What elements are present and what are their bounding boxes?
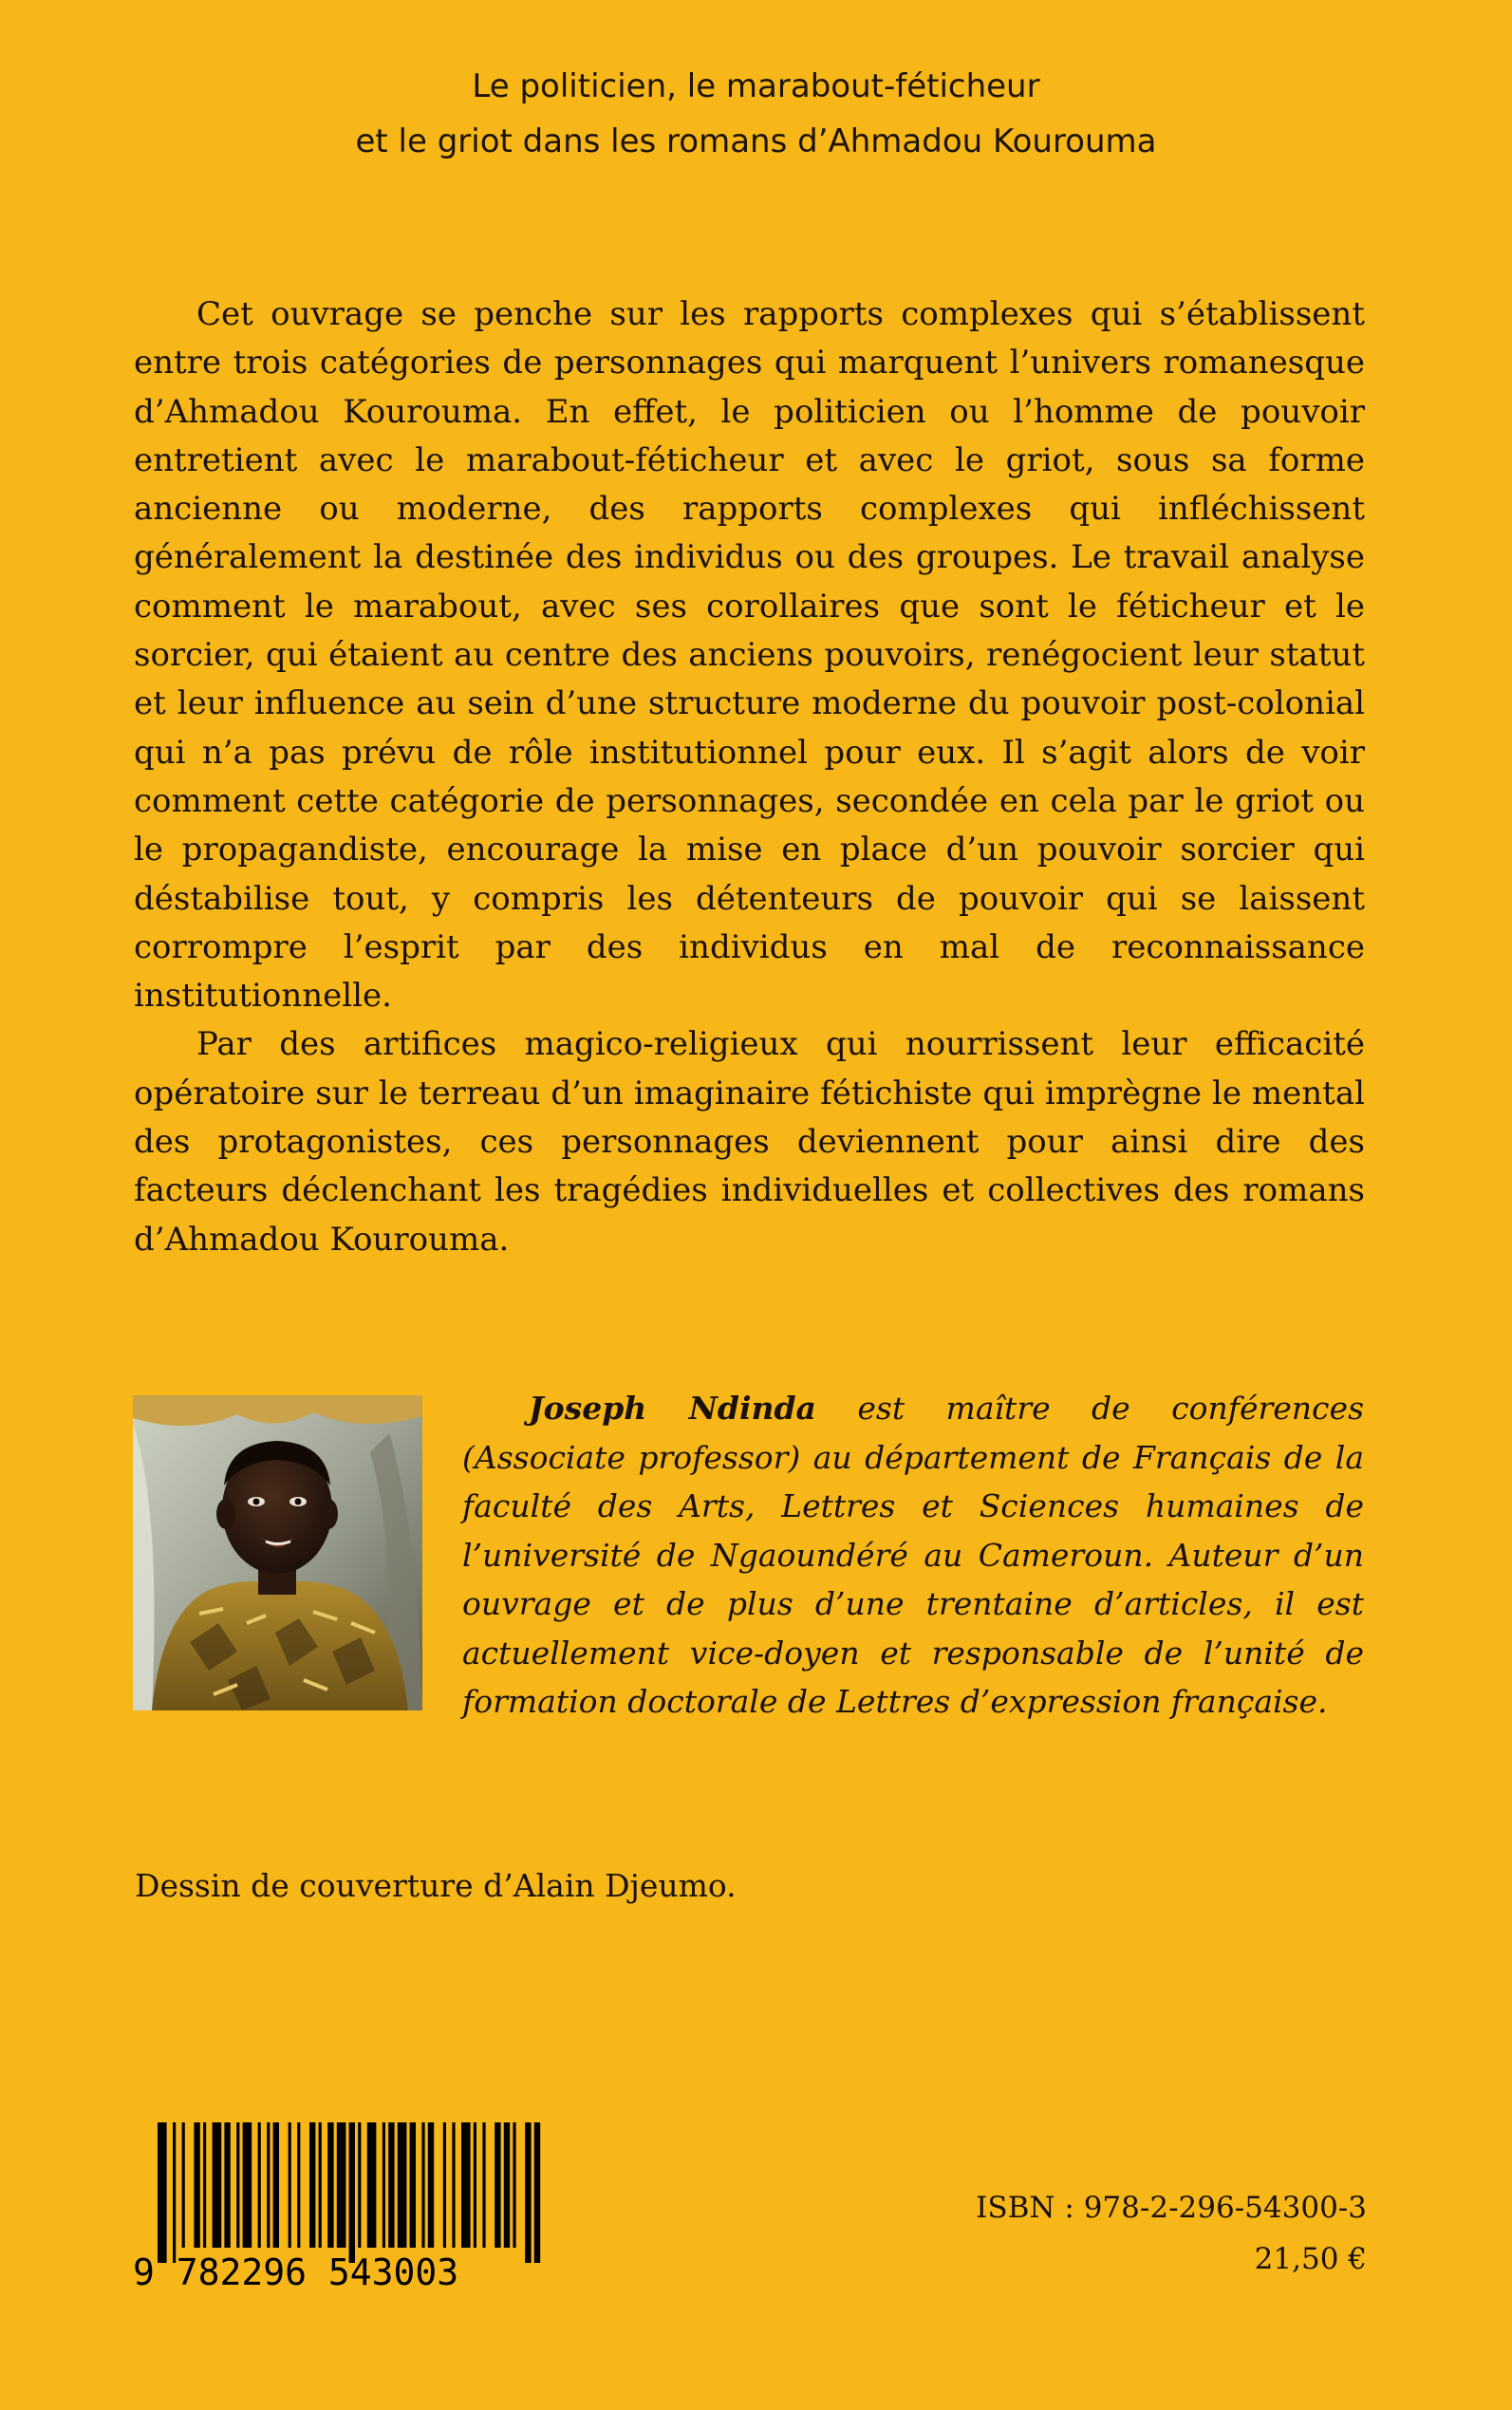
barcode-bar [513, 2122, 515, 2248]
book-title [0, 59, 1512, 169]
price: 21,50 € [1254, 2242, 1367, 2276]
barcode-bar [525, 2122, 531, 2263]
barcode-bar [337, 2122, 346, 2248]
barcode-bar [504, 2122, 510, 2248]
barcode-bar [243, 2122, 252, 2248]
barcode-bar [349, 2122, 355, 2263]
barcode-bar [452, 2122, 455, 2248]
barcode-bar [273, 2122, 279, 2248]
cover-credit: Dessin de couverture d’Alain Djeumo. [135, 1867, 737, 1904]
isbn: ISBN : 978-2-296-54300-3 [976, 2191, 1367, 2225]
barcode-bar [495, 2122, 500, 2248]
barcode-bar [194, 2122, 199, 2248]
barcode-bar [474, 2122, 476, 2248]
barcode-bar [534, 2122, 540, 2263]
barcode-bar [224, 2122, 230, 2248]
barcode [133, 2122, 557, 2293]
summary-paragraph-2: Par des artifices magico-religieux qui nourrissent leur efficacité opératoire sur le terreau d’un imaginaire fétichiste qui imprègne le mental des protagonistes, ces personnages deviennent pour ainsi dire des facteurs déclenchant les tragédies individuelles et collectives des romans d’Ahmadou Kourouma. [134, 1025, 1365, 1259]
barcode-bar [421, 2122, 424, 2248]
book-summary [134, 290, 1365, 1264]
barcode-digits: 9 782296 543003 [133, 2251, 459, 2293]
author-bio-paragraph [462, 1384, 1364, 1727]
barcode-bar [482, 2122, 485, 2248]
barcode-bar [267, 2122, 270, 2248]
summary-paragraph-1: Cet ouvrage se penche sur les rapports complexes qui s’établissent entre trois catégories de personnages qui marquent l’univers romanesque d’Ahmadou Kourouma. En effet, le politicien ou l’homme de pouvoir entretient avec le marabout-féticheur et avec le griot, sous sa forme ancienne ou moderne, des rapports complexes qui infléchissent généralement la destinée des individus ou des groupes. Le travail analyse comment le marabout, avec ses corollaires que sont le féticheur et le sorcier, qui étaient au centre des anciens pouvoirs, renégocient leur statut et leur influence au sein d’une structure moderne du pouvoir post-colonial qui n’a pas prévu de rôle institutionnel pour eux. Il s’agit alors de voir comment cette catégorie de personnages, secondée en cela par le griot ou le propagandiste, encourage la mise en place d’un pouvoir sorcier qui déstabilise tout, y compris les détenteurs de pouvoir qui se laissent corrompre l’esprit par des individus en mal de reconnaissance institutionnelle. [134, 295, 1365, 1016]
barcode-bar [428, 2122, 434, 2248]
barcode-bar [367, 2122, 377, 2248]
barcode-bar [410, 2122, 416, 2248]
barcode-bar [358, 2122, 361, 2248]
barcode-bar [158, 2122, 167, 2263]
barcode-bar [297, 2122, 300, 2248]
barcode-bar [327, 2122, 333, 2248]
author-photo [133, 1395, 422, 1710]
barcode-bar [388, 2122, 394, 2248]
barcode-bar [203, 2122, 206, 2248]
barcode-bar [309, 2122, 315, 2248]
author-name: Joseph Ndinda [529, 1390, 816, 1427]
barcode-bar [398, 2122, 407, 2248]
book-title-line-2: et le griot dans les romans d’Ahmadou Kourouma [355, 122, 1157, 160]
book-title-line-1: Le politicien, le marabout-féticheur [472, 67, 1040, 105]
barcode-bar [236, 2122, 239, 2248]
barcode-bar [182, 2122, 185, 2248]
barcode-bar [213, 2122, 222, 2248]
barcode-bar [319, 2122, 322, 2248]
barcode-bar [461, 2122, 471, 2248]
author-bio-text: est maître de conférences (Associate professor) au département de Français de la faculté des Arts, Lettres et Sciences humaines de l’université de Ngaoundéré au Cameroun. Auteur d’un ouvrage et de plus d’une trentaine d’articles, il est actuellement vice-doyen et responsable de l’unité de formation doctorale de Lettres d’expression française. [462, 1390, 1364, 1720]
barcode-bar [289, 2122, 291, 2248]
author-bio [462, 1384, 1364, 1727]
barcode-bar [258, 2122, 261, 2248]
barcode-bar [383, 2122, 385, 2248]
barcode-bar [173, 2122, 176, 2263]
barcode-bar [443, 2122, 446, 2248]
